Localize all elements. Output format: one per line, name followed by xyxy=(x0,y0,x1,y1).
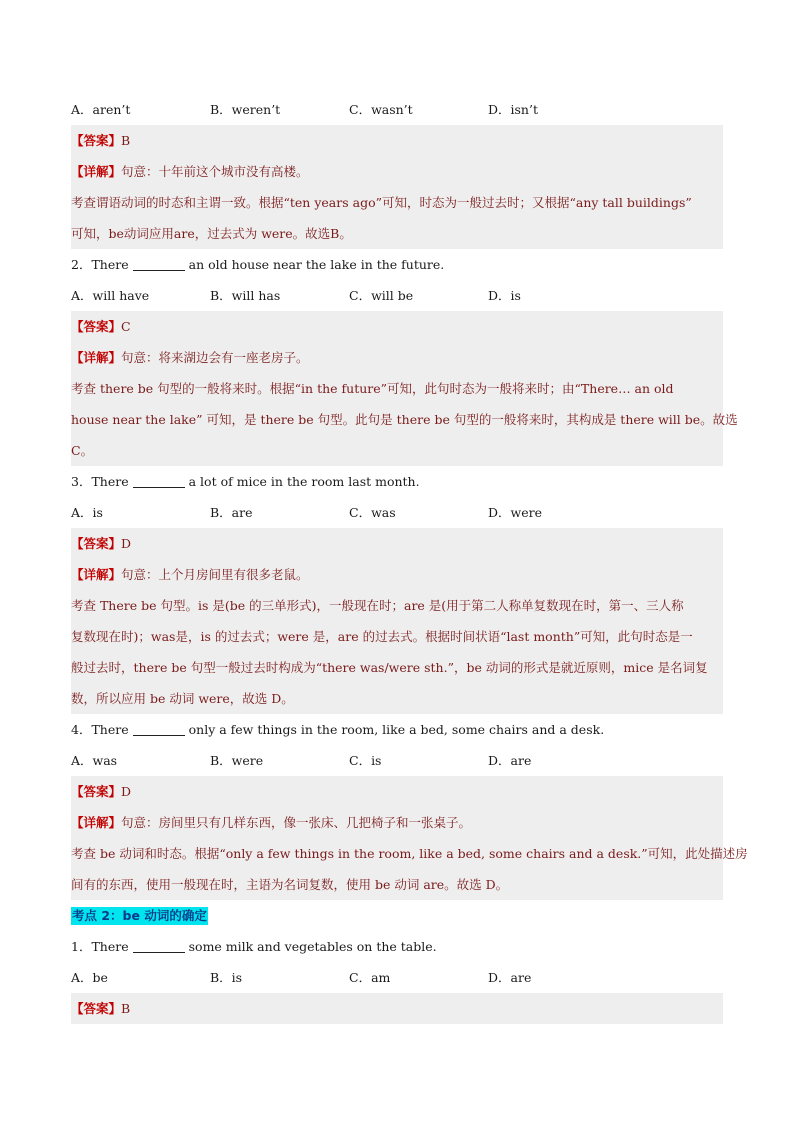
question-stem: 3．There a lot of mice in the room last month. xyxy=(71,474,420,489)
options-row xyxy=(71,497,723,528)
answer-box xyxy=(71,311,738,466)
detail-text: 句意：上个月房间里有很多老鼠。 xyxy=(121,567,309,582)
options-row xyxy=(71,745,723,776)
answer-tag: 【答案】 xyxy=(71,784,122,799)
section-heading: 考点 2：be 动词的确定 xyxy=(72,907,207,923)
explanation-line: 考查 there be 句型的一般将来时。根据“in the future”可知，此句时态为一般将来时；由“There… an old xyxy=(71,381,674,396)
answer-box xyxy=(71,776,748,900)
explanation-line: 间有的东西，使用一般现在时，主语为名词复数，使用 be 动词 are。故选 D。 xyxy=(71,877,509,892)
answer-blank xyxy=(133,940,185,953)
option-d[interactable]: D．isn’t xyxy=(488,102,538,117)
answer-value: C xyxy=(121,319,131,334)
option-b[interactable]: B．were xyxy=(210,753,264,768)
option-d[interactable]: D．are xyxy=(488,753,532,768)
question-stem: 1．There some milk and vegetables on the table. xyxy=(71,939,437,954)
explanation-line: 考查谓语动词的时态和主谓一致。根据“ten years ago”可知，时态为一般过去时；又根据“any tall buildings” xyxy=(71,195,692,210)
explanation-line: 复数现在时)；was是，is 的过去式；were 是，are 的过去式。根据时间状语“last month”可知，此句时态是一 xyxy=(71,629,693,644)
option-b[interactable]: B．weren’t xyxy=(210,102,281,117)
detail-tag: 【详解】 xyxy=(71,567,122,582)
option-b[interactable]: B．will has xyxy=(210,288,281,303)
detail-text: 句意：房间里只有几样东西，像一张床、几把椅子和一张桌子。 xyxy=(121,815,472,830)
options-row xyxy=(71,280,723,311)
detail-tag: 【详解】 xyxy=(71,815,122,830)
answer-tag: 【答案】 xyxy=(71,133,122,148)
option-d[interactable]: D．were xyxy=(488,505,542,520)
detail-tag: 【详解】 xyxy=(71,350,122,365)
section-heading-row xyxy=(71,900,723,931)
answer-box xyxy=(71,993,723,1024)
explanation-line: 般过去时，there be 句型一般过去时构成为“there was/were sth.”，be 动词的形式是就近原则，mice 是名词复 xyxy=(71,660,708,675)
answer-tag: 【答案】 xyxy=(71,319,122,334)
question-stem: 2．There an old house near the lake in the future. xyxy=(71,257,445,272)
detail-tag: 【详解】 xyxy=(71,164,122,179)
explanation-line: 数，所以应用 be 动词 were，故选 D。 xyxy=(71,691,294,706)
option-c[interactable]: C．was xyxy=(349,505,396,520)
option-b[interactable]: B．is xyxy=(210,970,243,985)
options-row xyxy=(71,962,723,993)
explanation-line: 可知，be动词应用are，过去式为 were。故选B。 xyxy=(71,226,352,241)
option-c[interactable]: C．is xyxy=(349,753,382,768)
option-b[interactable]: B．are xyxy=(210,505,253,520)
answer-tag: 【答案】 xyxy=(71,536,122,551)
explanation-line: 考查 There be 句型。is 是(be 的三单形式)，一般现在时；are 是(用于第二人称单复数现在时，第一、三人称 xyxy=(71,598,684,613)
explanation-line: house near the lake” 可知，是 there be 句型。此句是 there be 句型的一般将来时，其构成是 there will be。故选 xyxy=(71,412,738,427)
options-row xyxy=(71,94,723,125)
answer-value: D xyxy=(121,536,132,551)
document-page xyxy=(71,94,748,1024)
option-c[interactable]: C．wasn’t xyxy=(349,102,413,117)
option-a[interactable]: A．be xyxy=(71,970,108,985)
option-a[interactable]: A．is xyxy=(71,505,103,520)
answer-blank xyxy=(133,723,185,736)
option-d[interactable]: D．are xyxy=(488,970,532,985)
answer-box xyxy=(71,125,723,249)
option-a[interactable]: A．was xyxy=(71,753,118,768)
answer-box xyxy=(71,528,723,714)
explanation-line: C。 xyxy=(71,443,94,458)
detail-text: 句意：将来湖边会有一座老房子。 xyxy=(121,350,309,365)
option-c[interactable]: C．will be xyxy=(349,288,414,303)
detail-text: 句意：十年前这个城市没有高楼。 xyxy=(121,164,309,179)
option-c[interactable]: C．am xyxy=(349,970,391,985)
answer-blank xyxy=(133,475,185,488)
answer-tag: 【答案】 xyxy=(71,1001,122,1016)
answer-value: B xyxy=(121,1001,131,1016)
option-a[interactable]: A．aren’t xyxy=(71,102,131,117)
answer-value: B xyxy=(121,133,131,148)
answer-value: D xyxy=(121,784,132,799)
explanation-line: 考查 be 动词和时态。根据“only a few things in the room, like a bed, some chairs and a desk.”可知，此处描述房 xyxy=(71,846,748,861)
option-a[interactable]: A．will have xyxy=(71,288,150,303)
answer-blank xyxy=(133,258,185,271)
option-d[interactable]: D．is xyxy=(488,288,521,303)
question-stem: 4．There only a few things in the room, like a bed, some chairs and a desk. xyxy=(71,722,605,737)
